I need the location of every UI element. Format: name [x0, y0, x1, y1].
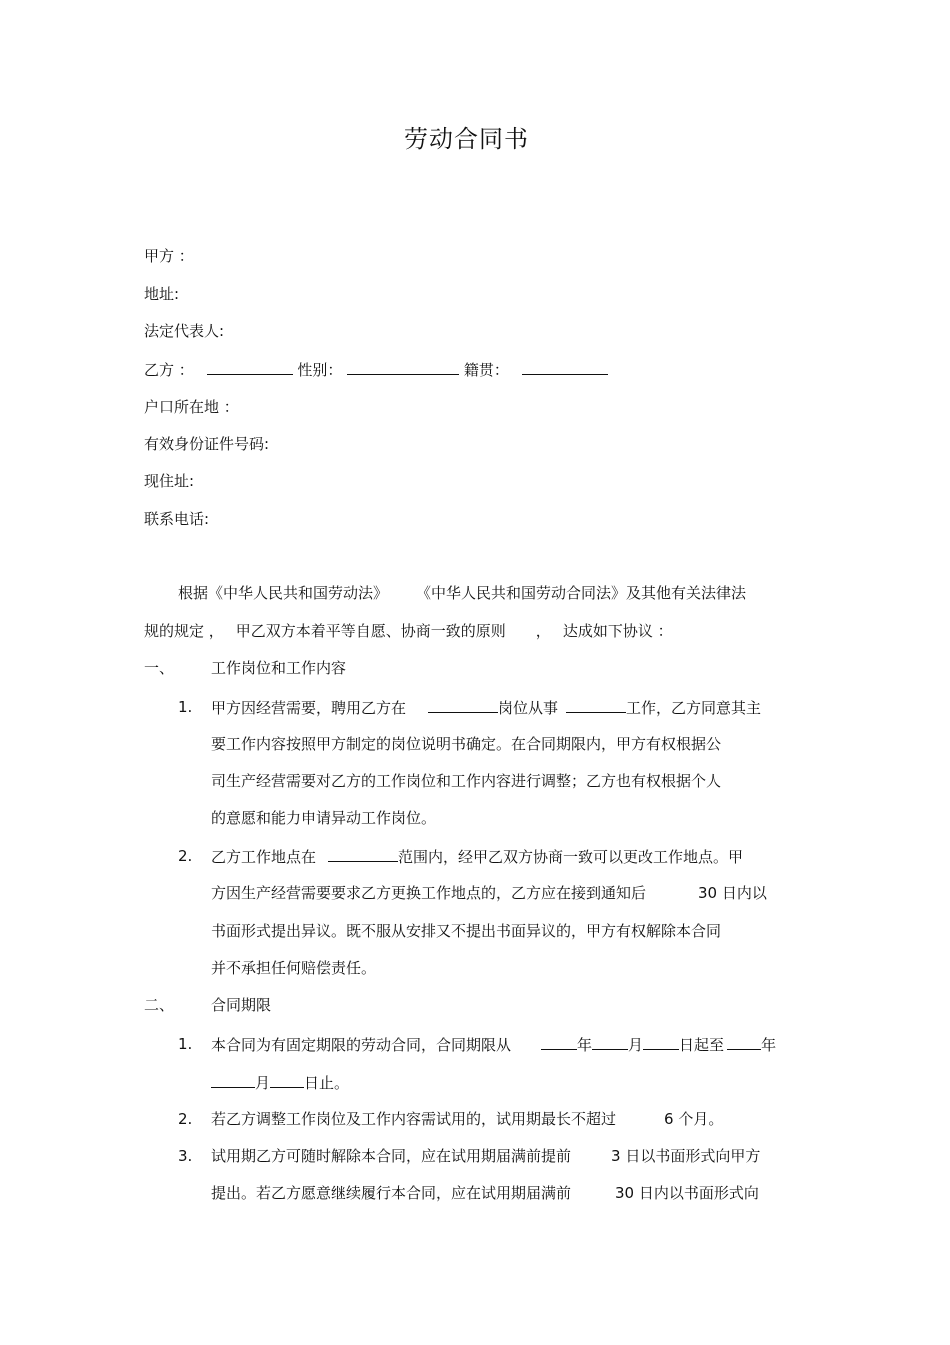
s1-item1-line-3: 司生产经营需要对乙方的工作岗位和工作内容进行调整；乙方也有权根据个人: [211, 772, 722, 790]
page-title: 劳动合同书: [404, 125, 529, 153]
s2-item3-line-2: [211, 1183, 759, 1203]
s1-item2-line-3: 书面形式提出异议。既不服从安排又不提出书面异议的，甲方有权解除本合同: [211, 922, 722, 940]
gender-label: 性别：: [297, 361, 343, 379]
s2-item2-text-a: 若乙方调整工作岗位及工作内容需试用的，试用期最长不超过: [211, 1110, 617, 1128]
end-month-label: 月: [255, 1074, 271, 1092]
end-year-blank[interactable]: [727, 1034, 761, 1050]
s2-item3-number: 3.: [178, 1147, 193, 1165]
s2-item3-text-c: 提出。若乙方愿意继续履行本合同，应在试用期届满前: [211, 1184, 572, 1202]
month-label: 月: [628, 1036, 644, 1054]
s1-item2-text-b: 范围内，经甲乙双方协商一致可以更改工作地点。甲: [398, 848, 744, 866]
phone-label: 联系电话:: [144, 510, 210, 528]
preamble-law-1: 根据《中华人民共和国劳动法》: [178, 584, 389, 602]
s1-item1-line-4: 的意愿和能力申请异动工作岗位。: [211, 809, 437, 827]
s1-item2-line-2: [211, 883, 767, 903]
start-day-blank[interactable]: [643, 1034, 679, 1050]
address-label: 地址:: [144, 285, 180, 303]
end-year-label: 年: [761, 1036, 777, 1054]
start-month-blank[interactable]: [592, 1034, 628, 1050]
end-month-blank[interactable]: [211, 1072, 255, 1088]
gender-blank[interactable]: [347, 359, 459, 375]
end-day-label: 日止。: [304, 1074, 350, 1092]
end-day-blank[interactable]: [270, 1072, 304, 1088]
section-1-heading: 工作岗位和工作内容: [211, 659, 347, 677]
s2-item2-number: 2.: [178, 1110, 193, 1128]
preamble-law-2: 《中华人民共和国劳动合同法》及其他有关法律法: [416, 584, 747, 602]
legal-rep-label: 法定代表人:: [144, 322, 225, 340]
s1-item2-line-1: [211, 846, 743, 867]
s1-item1-text-c: 工作，乙方同意其主: [626, 699, 762, 717]
preamble-part-d: 达成如下协议 ：: [562, 622, 673, 640]
s2-item3-text-b: 3 日以书面形式向甲方: [611, 1147, 761, 1165]
s1-item2-number: 2.: [178, 847, 193, 865]
native-place-label: 籍贯：: [463, 361, 509, 379]
section-2-heading: 合同期限: [211, 996, 272, 1014]
id-number-label: 有效身份证件号码:: [144, 435, 270, 453]
s1-item2-text-c: 方因生产经营需要要求乙方更换工作地点的，乙方应在接到通知后: [211, 884, 647, 902]
s1-item1-line-2: 要工作内容按照甲方制定的岗位说明书确定。在合同期限内，甲方有权根据公: [211, 735, 722, 753]
party-b-label: 乙方 ：: [144, 361, 194, 379]
hukou-label: 户口所在地 ：: [144, 398, 239, 416]
section-1-number: 一、: [144, 659, 175, 677]
post-blank[interactable]: [428, 697, 498, 713]
s1-item1-number: 1.: [178, 698, 193, 716]
preamble-line-2: [144, 621, 673, 641]
s2-item3-text-d: 30 日内以书面形式向: [615, 1184, 759, 1202]
s2-item1-number: 1.: [178, 1035, 193, 1053]
s1-item1-text-b: 岗位从事: [498, 699, 559, 717]
preamble-part-b: 甲乙双方本着平等自愿、协商一致的原则: [235, 622, 506, 640]
party-b-row: [144, 359, 608, 380]
native-place-blank[interactable]: [522, 359, 608, 375]
s1-item2-line-4: 并不承担任何赔偿责任。: [211, 959, 377, 977]
s2-item3-line-1: [211, 1146, 760, 1166]
s2-item1-text-a: 本合同为有固定期限的劳动合同，合同期限从: [211, 1036, 512, 1054]
start-year-blank[interactable]: [541, 1034, 577, 1050]
preamble-line-1: [178, 583, 746, 603]
s1-item2-text-d: 30 日内以: [698, 884, 767, 902]
current-address-label: 现住址:: [144, 472, 195, 490]
year-label: 年: [577, 1036, 593, 1054]
work-blank[interactable]: [566, 697, 626, 713]
preamble-part-c: ，: [535, 622, 551, 640]
s2-item2-line-1: [211, 1109, 723, 1129]
section-2-number: 二、: [144, 996, 175, 1014]
day-from-label: 日起至: [679, 1036, 725, 1054]
party-b-name-blank[interactable]: [207, 359, 293, 375]
s1-item2-text-a: 乙方工作地点在: [211, 848, 317, 866]
party-a-label: 甲方 ：: [144, 247, 194, 265]
s2-item1-line-1: [211, 1034, 776, 1055]
s1-item1-line-1: [211, 697, 761, 718]
preamble-part-a: 规的规定 ，: [144, 622, 224, 640]
s2-item1-line-2: [211, 1072, 349, 1093]
s2-item2-text-b: 6 个月。: [664, 1110, 724, 1128]
s1-item1-text-a: 甲方因经营需要，聘用乙方在: [211, 699, 407, 717]
work-location-blank[interactable]: [328, 846, 398, 862]
s2-item3-text-a: 试用期乙方可随时解除本合同，应在试用期届满前提前: [211, 1147, 572, 1165]
